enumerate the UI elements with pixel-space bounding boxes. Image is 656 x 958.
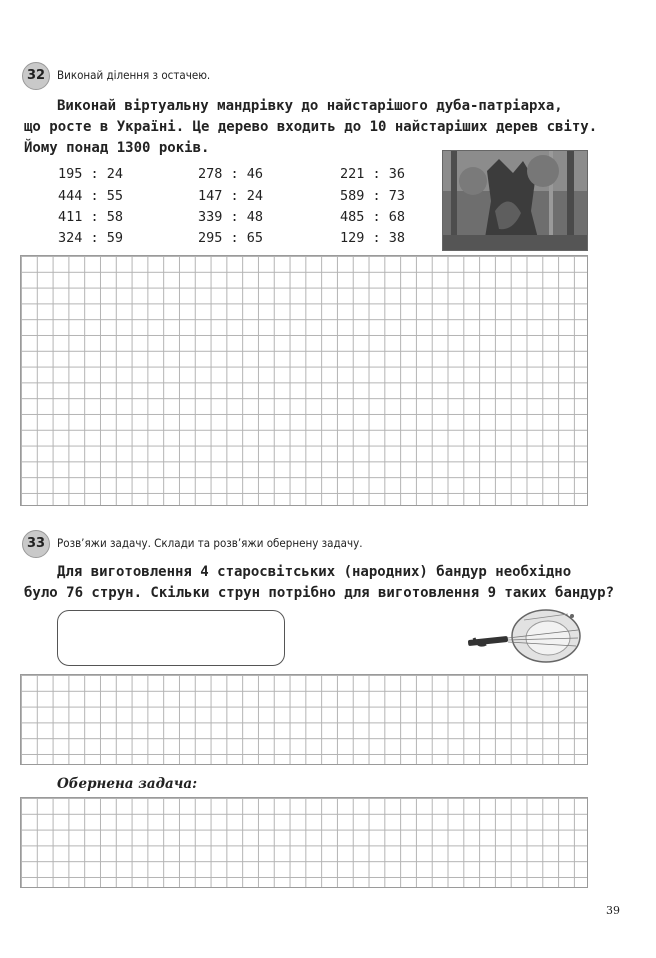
oak-tree-photo	[442, 150, 588, 251]
division-item: 195 : 24	[58, 166, 124, 182]
answer-box[interactable]	[57, 610, 285, 666]
task-33-instruction: Розв’яжи задачу. Склади та розв’яжи обернену задачу.	[57, 536, 363, 550]
division-item: 444 : 55	[58, 188, 124, 204]
problem-line-1: Для виготовлення 4 старосвітських (народних) бандур необхідно	[57, 564, 572, 580]
bandura-icon	[464, 604, 588, 668]
division-item: 411 : 58	[58, 209, 124, 225]
task-32-grid[interactable]	[20, 255, 588, 506]
paragraph-line-2: що росте в Україні. Це дерево входить до 10 найстаріших дерев світу.	[24, 119, 598, 135]
division-item: 324 : 59	[58, 230, 124, 246]
division-item: 221 : 36	[340, 166, 406, 182]
paragraph-line-1: Виконай віртуальну мандрівку до найстарішого дуба-патріарха,	[57, 98, 563, 114]
division-item: 295 : 65	[198, 230, 264, 246]
division-item: 589 : 73	[340, 188, 406, 204]
task-32-badge: 32	[22, 62, 50, 90]
paragraph-line-3: Йому понад 1300 років.	[24, 140, 210, 156]
division-item: 129 : 38	[340, 230, 406, 246]
division-item: 147 : 24	[198, 188, 264, 204]
task-32-instruction: Виконай ділення з остачею.	[57, 68, 211, 82]
division-item: 485 : 68	[340, 209, 406, 225]
division-item: 278 : 46	[198, 166, 264, 182]
inverse-task-label: Обернена задача:	[57, 776, 198, 792]
page-number: 39	[606, 904, 620, 917]
task-33-badge: 33	[22, 530, 50, 558]
problem-line-2: було 76 струн. Скільки струн потрібно для виготовлення 9 таких бандур?	[24, 585, 615, 601]
division-item: 339 : 48	[198, 209, 264, 225]
task-33-grid[interactable]	[20, 674, 588, 765]
inverse-task-grid[interactable]	[20, 797, 588, 888]
